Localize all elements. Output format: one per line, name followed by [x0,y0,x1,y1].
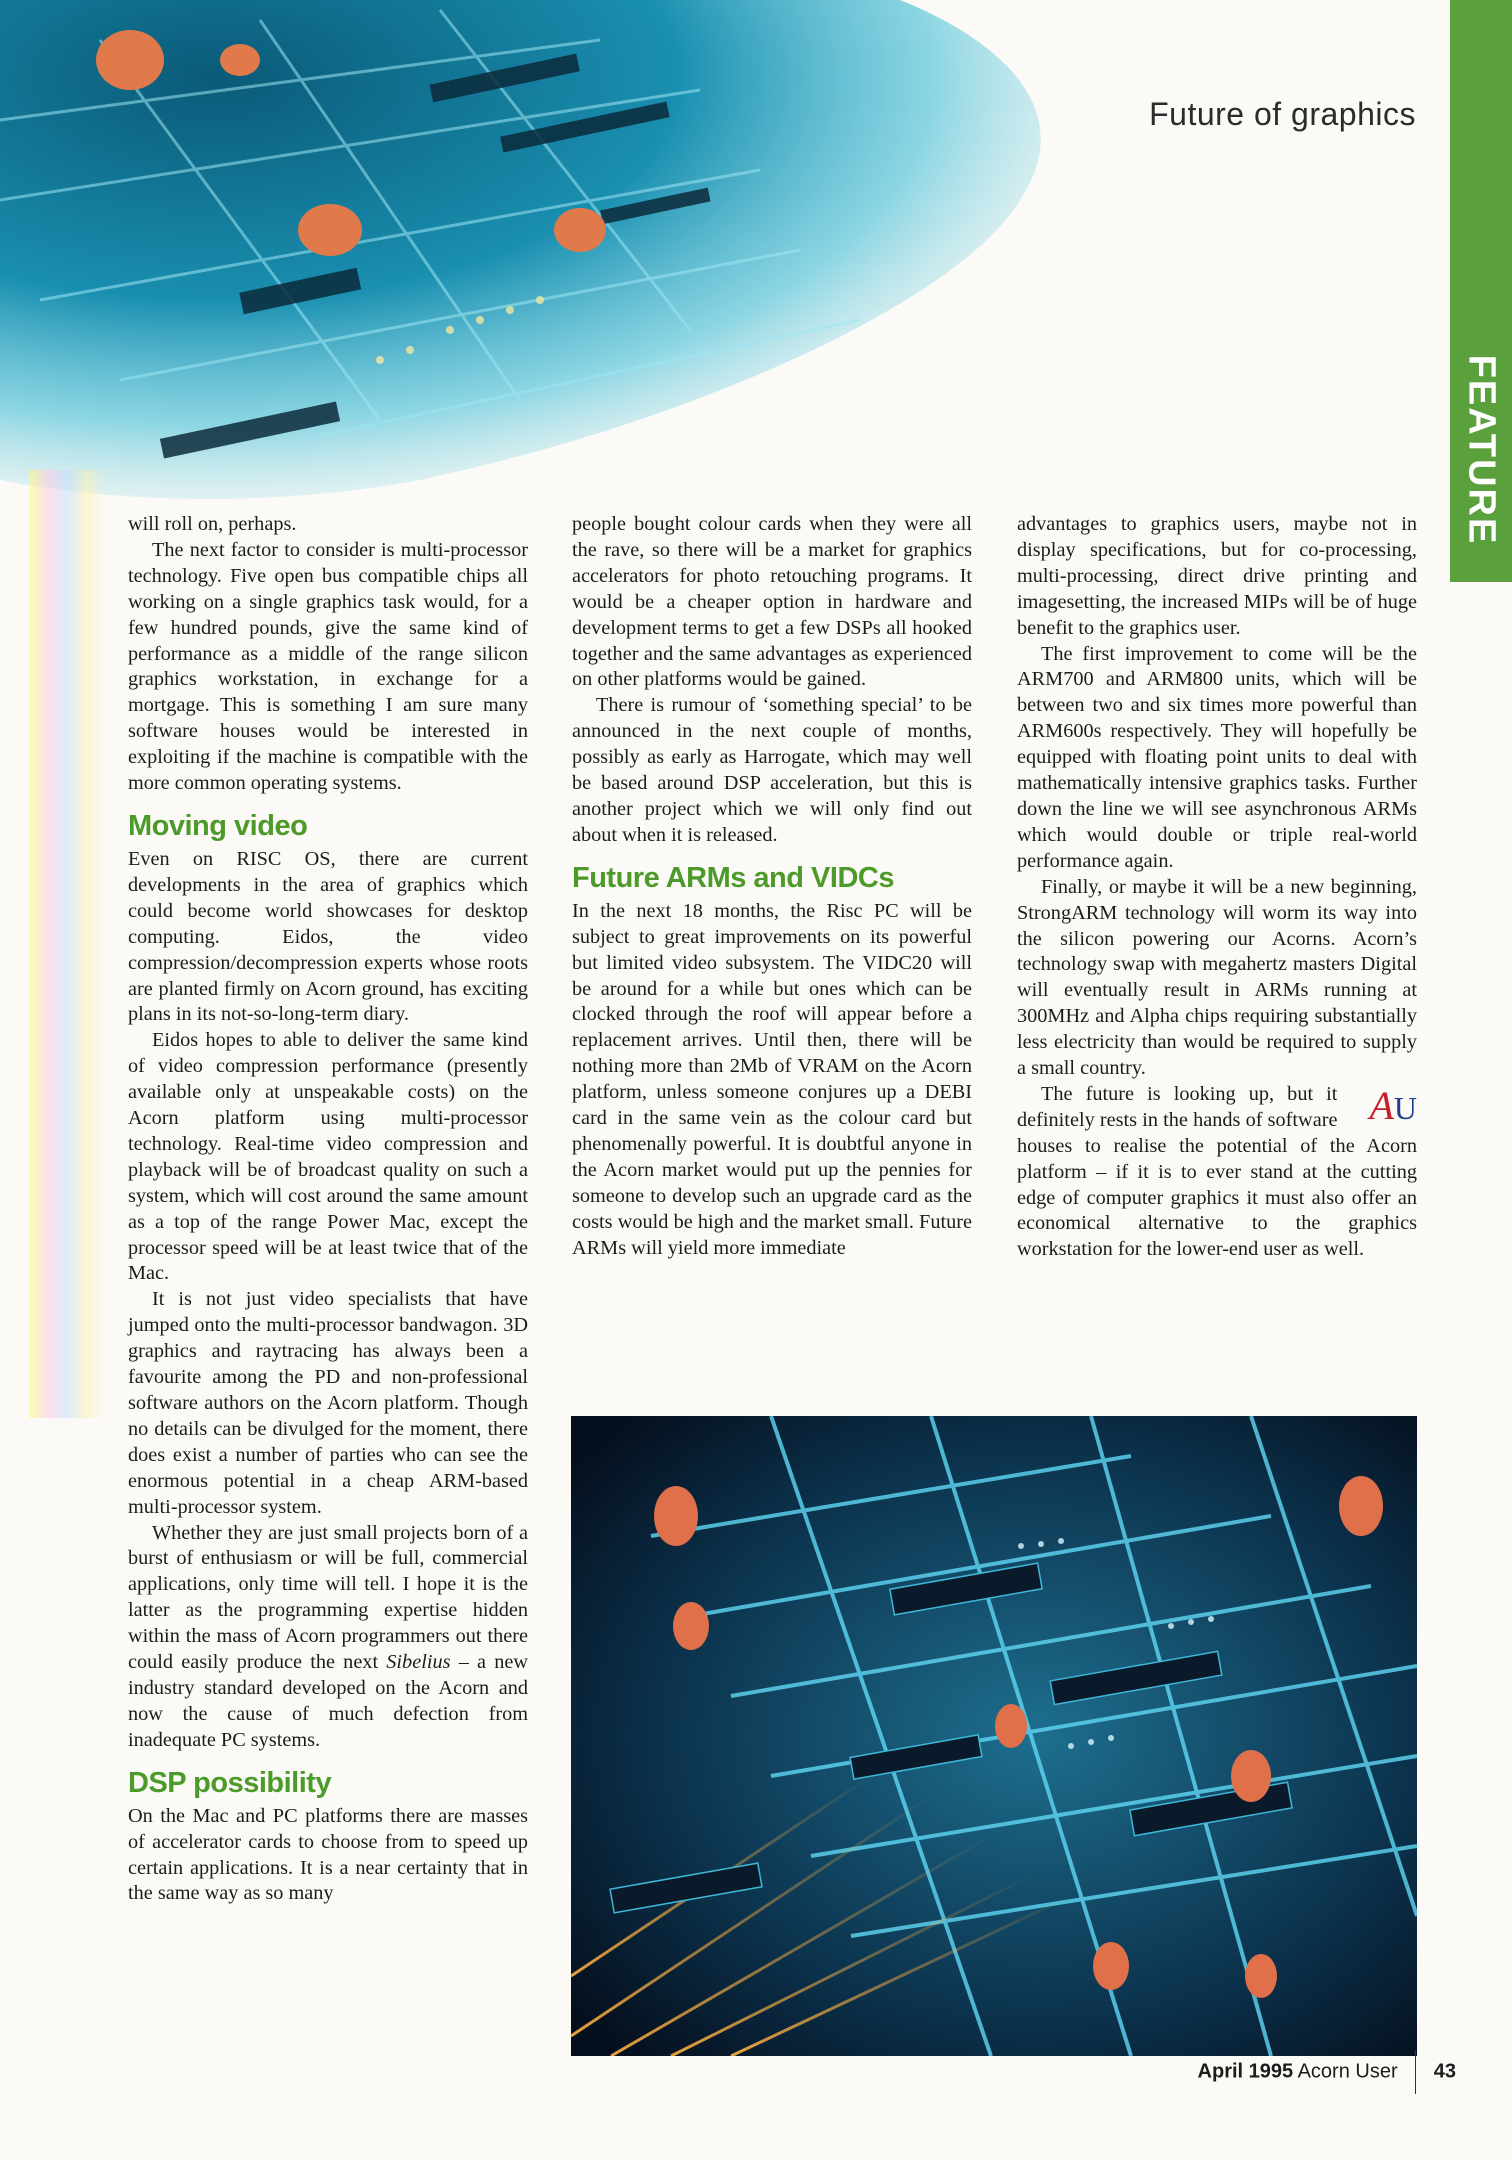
subheading-dsp-possibility: DSP possibility [128,1766,332,1799]
page-footer [1198,2050,1456,2094]
article-column-2 [572,512,972,1261]
paragraph: The first improvement to come will be the ARM700 and ARM800 units, which will be between two and six times more powerful than ARM600s respectively. They will hopefully be equipped with floating point units to deal with mathematically intensive graphics tasks. Further down the line we will see asynchronous ARMs which would double or triple real-world performance again. [1017,642,1417,872]
paragraph [128,1521,528,1754]
feature-tab [1450,0,1512,582]
paragraph: In the next 18 months, the Risc PC will be subject to great improvements on its powerful but limited video subsystem. The VIDC20 will be around for a while but ones which can be clocked through the roof will appear before a replacement arrives. Until then, there will be nothing more than 2Mb of VRAM on the Acorn platform, unless someone conjures up a DEBI card in the same vein as the colour card but phenomenally powerful. It is doubtful anyone in the Acorn market would put up the pennies for someone to develop such an upgrade card as the costs would be high and the market small. Future ARMs will yield more immediate [572,899,972,1259]
top-circuit-photo [0,0,1080,520]
paragraph: Eidos hopes to able to deliver the same kind of video compression performance (presently available only at unspeakable costs) on the Acorn platform using multi-processor technology. Real-time video compression and playback will be of broadcast quality on such a system, which will cost around the same amount as a top of the range Power Mac, except the processor speed will be at least twice that of the Mac. [128,1029,528,1285]
issue-date: April 1995 [1197,2060,1294,2083]
page-number: 43 [1433,2060,1456,2083]
paragraph: Finally, or maybe it will be a new beginning, StrongARM technology will worm its way into the silicon powering our Acorns. Acorn’s technology swap with megahertz masters Digital will eventually result in ARMs running at 300MHz and Alpha chips requiring substantially less electricity than would be required to supply a small country. [1017,875,1417,1080]
paragraph: will roll on, perhaps. [128,513,297,535]
end-mark-a: A [1369,1082,1394,1128]
end-mark-logo [1345,1082,1417,1128]
end-mark-u: U [1393,1089,1417,1126]
paragraph-text: – a new industry standard developed on the Acorn and now the cause of much defection from inadequate PC systems. [128,1651,528,1751]
paragraph [1017,1082,1417,1263]
italic-title: Sibelius [386,1651,451,1674]
paragraph-text: Whether they are just small projects born of a burst of enthusiasm or will be full, commercial applications, only time will tell. I hope it is the latter as the programming expertise hidden within the mass of Acorn programmers out there could easily produce the next [128,1521,528,1674]
paragraph-text: The future is looking up, but it definitely rests in the hands of software houses to realise the potential of the Acorn platform – if it is to ever stand at the cutting edge of computer graphics it must also offer an economical alternative to the graphics workstation for the lower-end user as well. [1017,1082,1417,1261]
paragraph: advantages to graphics users, maybe not in display specifications, but for co-processing, multi-processing, direct drive printing and imagesetting, the increased MIPs will be of huge benefit to the graphics user. [1017,513,1417,639]
paragraph: It is not just video specialists that have jumped onto the multi-processor bandwagon. 3D graphics and raytracing has always been a favourite among the PD and non-professional software authors on the Acorn platform. Though no details can be divulged for the moment, there does exist a number of parties who can see the enormous potential in a cheap ARM-based multi-processor system. [128,1288,528,1518]
article-column-3 [1017,512,1417,1263]
paragraph: Even on RISC OS, there are current developments in the area of graphics which could become world showcases for desktop computing. Eidos, the video compression/decompression experts whose roots are planted firmly on Acorn ground, has exciting plans in its not-so-long-term diary. [128,847,528,1026]
paragraph: On the Mac and PC platforms there are masses of accelerator cards to choose from to speed up certain applications. It is a near certainty that in the same way as so many [128,1804,528,1905]
footer-divider [1415,2050,1416,2094]
subheading-future-arms: Future ARMs and VIDCs [572,861,894,894]
feature-tab-label: FEATURE [1460,354,1503,546]
bottom-circuit-photo [571,1416,1417,2056]
paragraph: There is rumour of ‘something special’ to be announced in the next couple of months, possibly as early as Harrogate, which may well be based around DSP acceleration, but this is another project which we will only find out about when it is released. [572,694,972,846]
decorative-spectrum-strip [30,470,105,1418]
section-title: Future of graphics [1149,96,1416,132]
subheading-moving-video: Moving video [128,809,308,842]
paragraph: people bought colour cards when they were all the rave, so there will be a market for graphics accelerators for photo retouching programs. It would be a cheaper option in hardware and development terms to get a few DSPs all hooked together and the same advantages as experienced on other platforms would be gained. [572,513,972,691]
article-column-1 [128,512,528,1907]
paragraph: The next factor to consider is multi-processor technology. Five open bus compatible chips all working on a single graphics task would, for a few hundred pounds, give the same kind of performance as a middle of the range silicon graphics workstation, in exchange for a mortgage. This is something I am sure many software houses would be interested in exploiting if the machine is compatible with the more common operating systems. [128,538,528,795]
magazine-name: Acorn User [1297,2060,1398,2083]
